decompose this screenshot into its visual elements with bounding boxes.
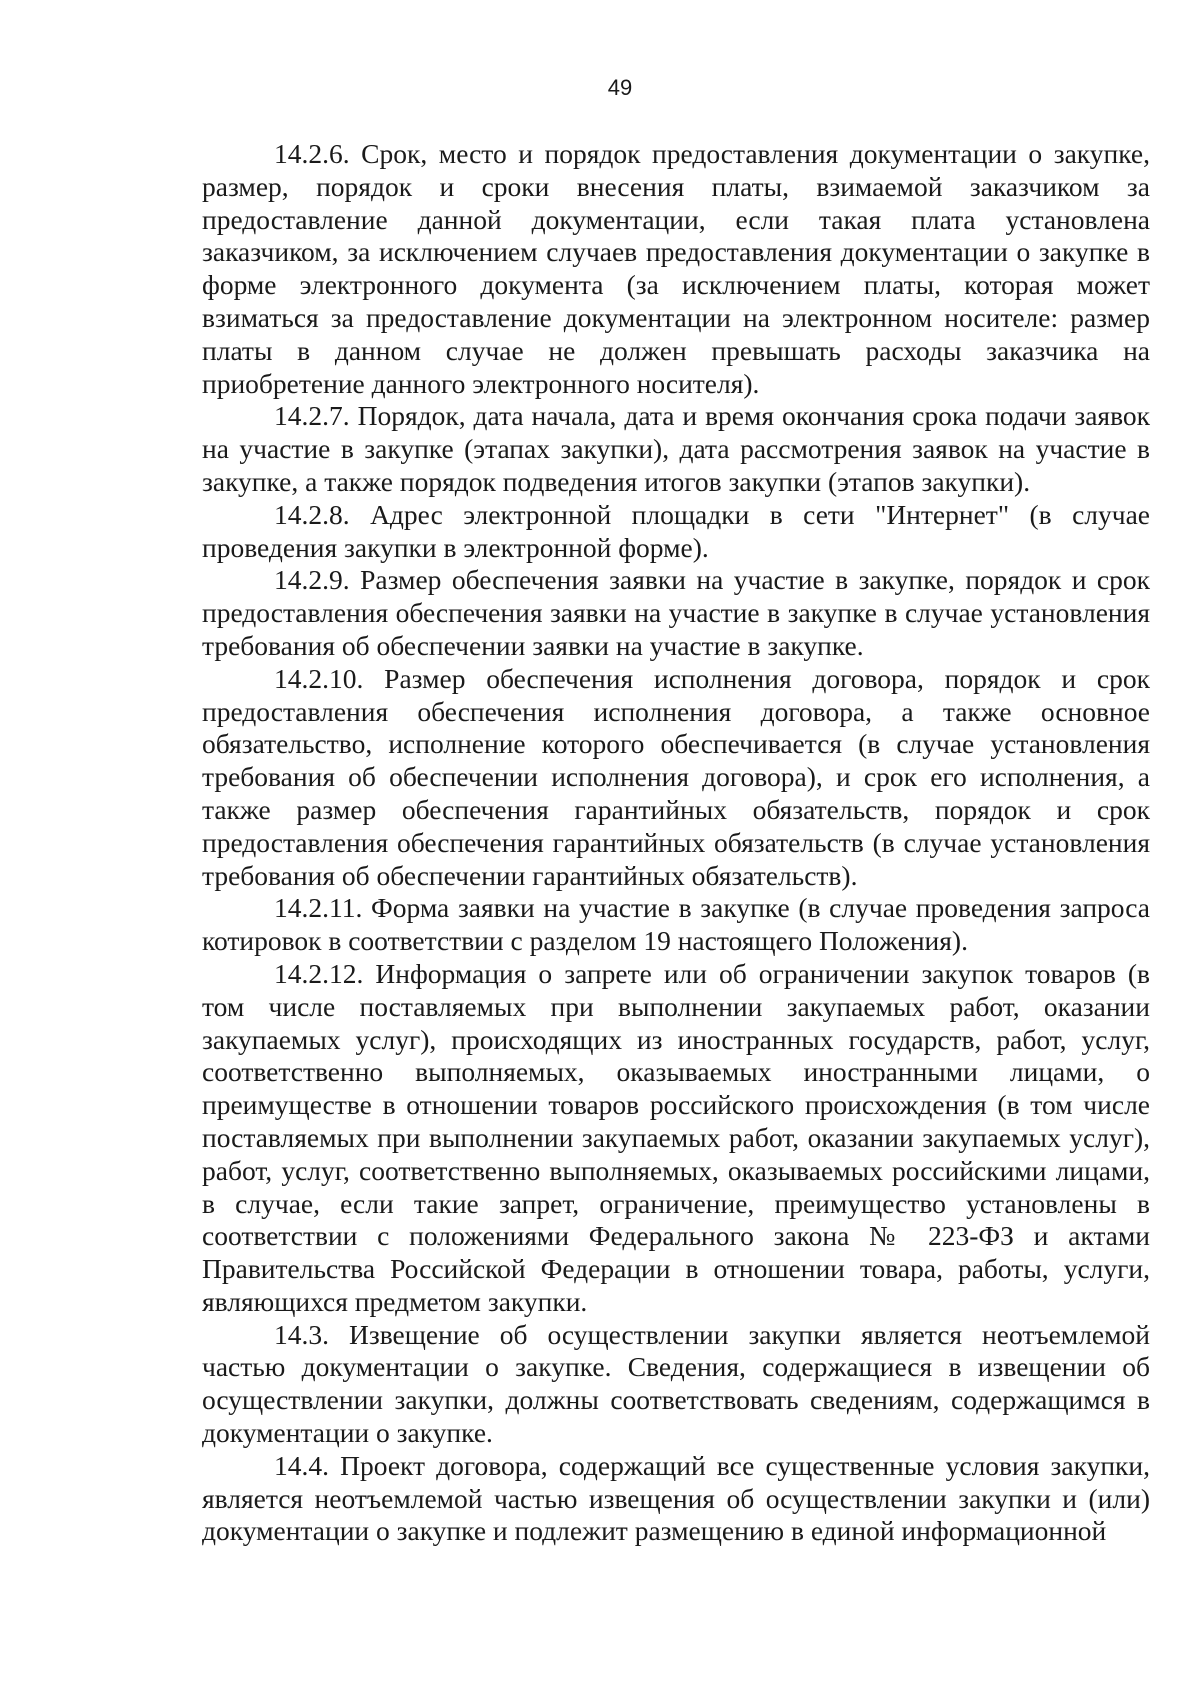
paragraph-14-4: 14.4. Проект договора, содержащий все существенные условия закупки, является неотъемлемой частью извещения об осуществлении закупки и (или) документации о закупке и подлежит размещению в единой информационной — [202, 1449, 1150, 1547]
document-body — [202, 138, 1150, 1548]
paragraph-14-2-12: 14.2.12. Информация о запрете или об ограничении закупок товаров (в том числе поставляемых при выполнении закупаемых работ, оказании закупаемых услуг), происходящих из иностранных государств, работ, услуг, соответственно выполняемых, оказываемых иностранными лицами, о преимуществе в отношении товаров российского происхождения (в том числе поставляемых при выполнении закупаемых работ, оказании закупаемых услуг), работ, услуг, соответственно выполняемых, оказываемых российскими лицами, в случае, если такие запрет, ограничение, преимущество установлены в соответствии с положениями Федерального закона № 223-ФЗ и актами Правительства Российской Федерации в отношении товара, работы, услуги, являющихся предметом закупки. — [202, 957, 1150, 1317]
paragraph-14-2-11: 14.2.11. Форма заявки на участие в закупке (в случае проведения запроса котировок в соответствии с разделом 19 настоящего Положения). — [202, 892, 1150, 957]
paragraph-14-3: 14.3. Извещение об осуществлении закупки является неотъемлемой частью документации о закупке. Сведения, содержащиеся в извещении об осуществлении закупки, должны соответствовать сведениям, содержащимся в документации о закупке. — [202, 1318, 1150, 1449]
paragraph-14-2-10: 14.2.10. Размер обеспечения исполнения договора, порядок и срок предоставления обеспечения исполнения договора, а также основное обязательство, исполнение которого обеспечивается (в случае установления требования об обеспечении исполнения договора), и срок его исполнения, а также размер обеспечения гарантийных обязательств, порядок и срок предоставления обеспечения гарантийных обязательств (в случае установления требования об обеспечении гарантийных обязательств). — [202, 662, 1150, 891]
paragraph-14-2-9: 14.2.9. Размер обеспечения заявки на участие в закупке, порядок и срок предоставления обеспечения заявки на участие в закупке в случае установления требования об обеспечении заявки на участие в закупке. — [202, 564, 1150, 661]
paragraph-14-2-8: 14.2.8. Адрес электронной площадки в сети "Интернет" (в случае проведения закупки в электронной форме). — [202, 498, 1150, 563]
page-number: 49 — [607, 75, 633, 100]
paragraph-14-2-6: 14.2.6. Срок, место и порядок предоставления документации о закупке, размер, порядок и сроки внесения платы, взимаемой заказчиком за предоставление данной документации, если такая плата установлена заказчиком, за исключением случаев предоставления документации о закупке в форме электронного документа (за исключением платы, которая может взиматься за предоставление документации на электронном носителе: размер платы в данном случае не должен превышать расходы заказчика на приобретение данного электронного носителя). — [202, 138, 1150, 399]
paragraph-14-2-7: 14.2.7. Порядок, дата начала, дата и время окончания срока подачи заявок на участие в закупке (этапах закупки), дата рассмотрения заявок на участие в закупке, а также порядок подведения итогов закупки (этапов закупки). — [202, 400, 1150, 497]
